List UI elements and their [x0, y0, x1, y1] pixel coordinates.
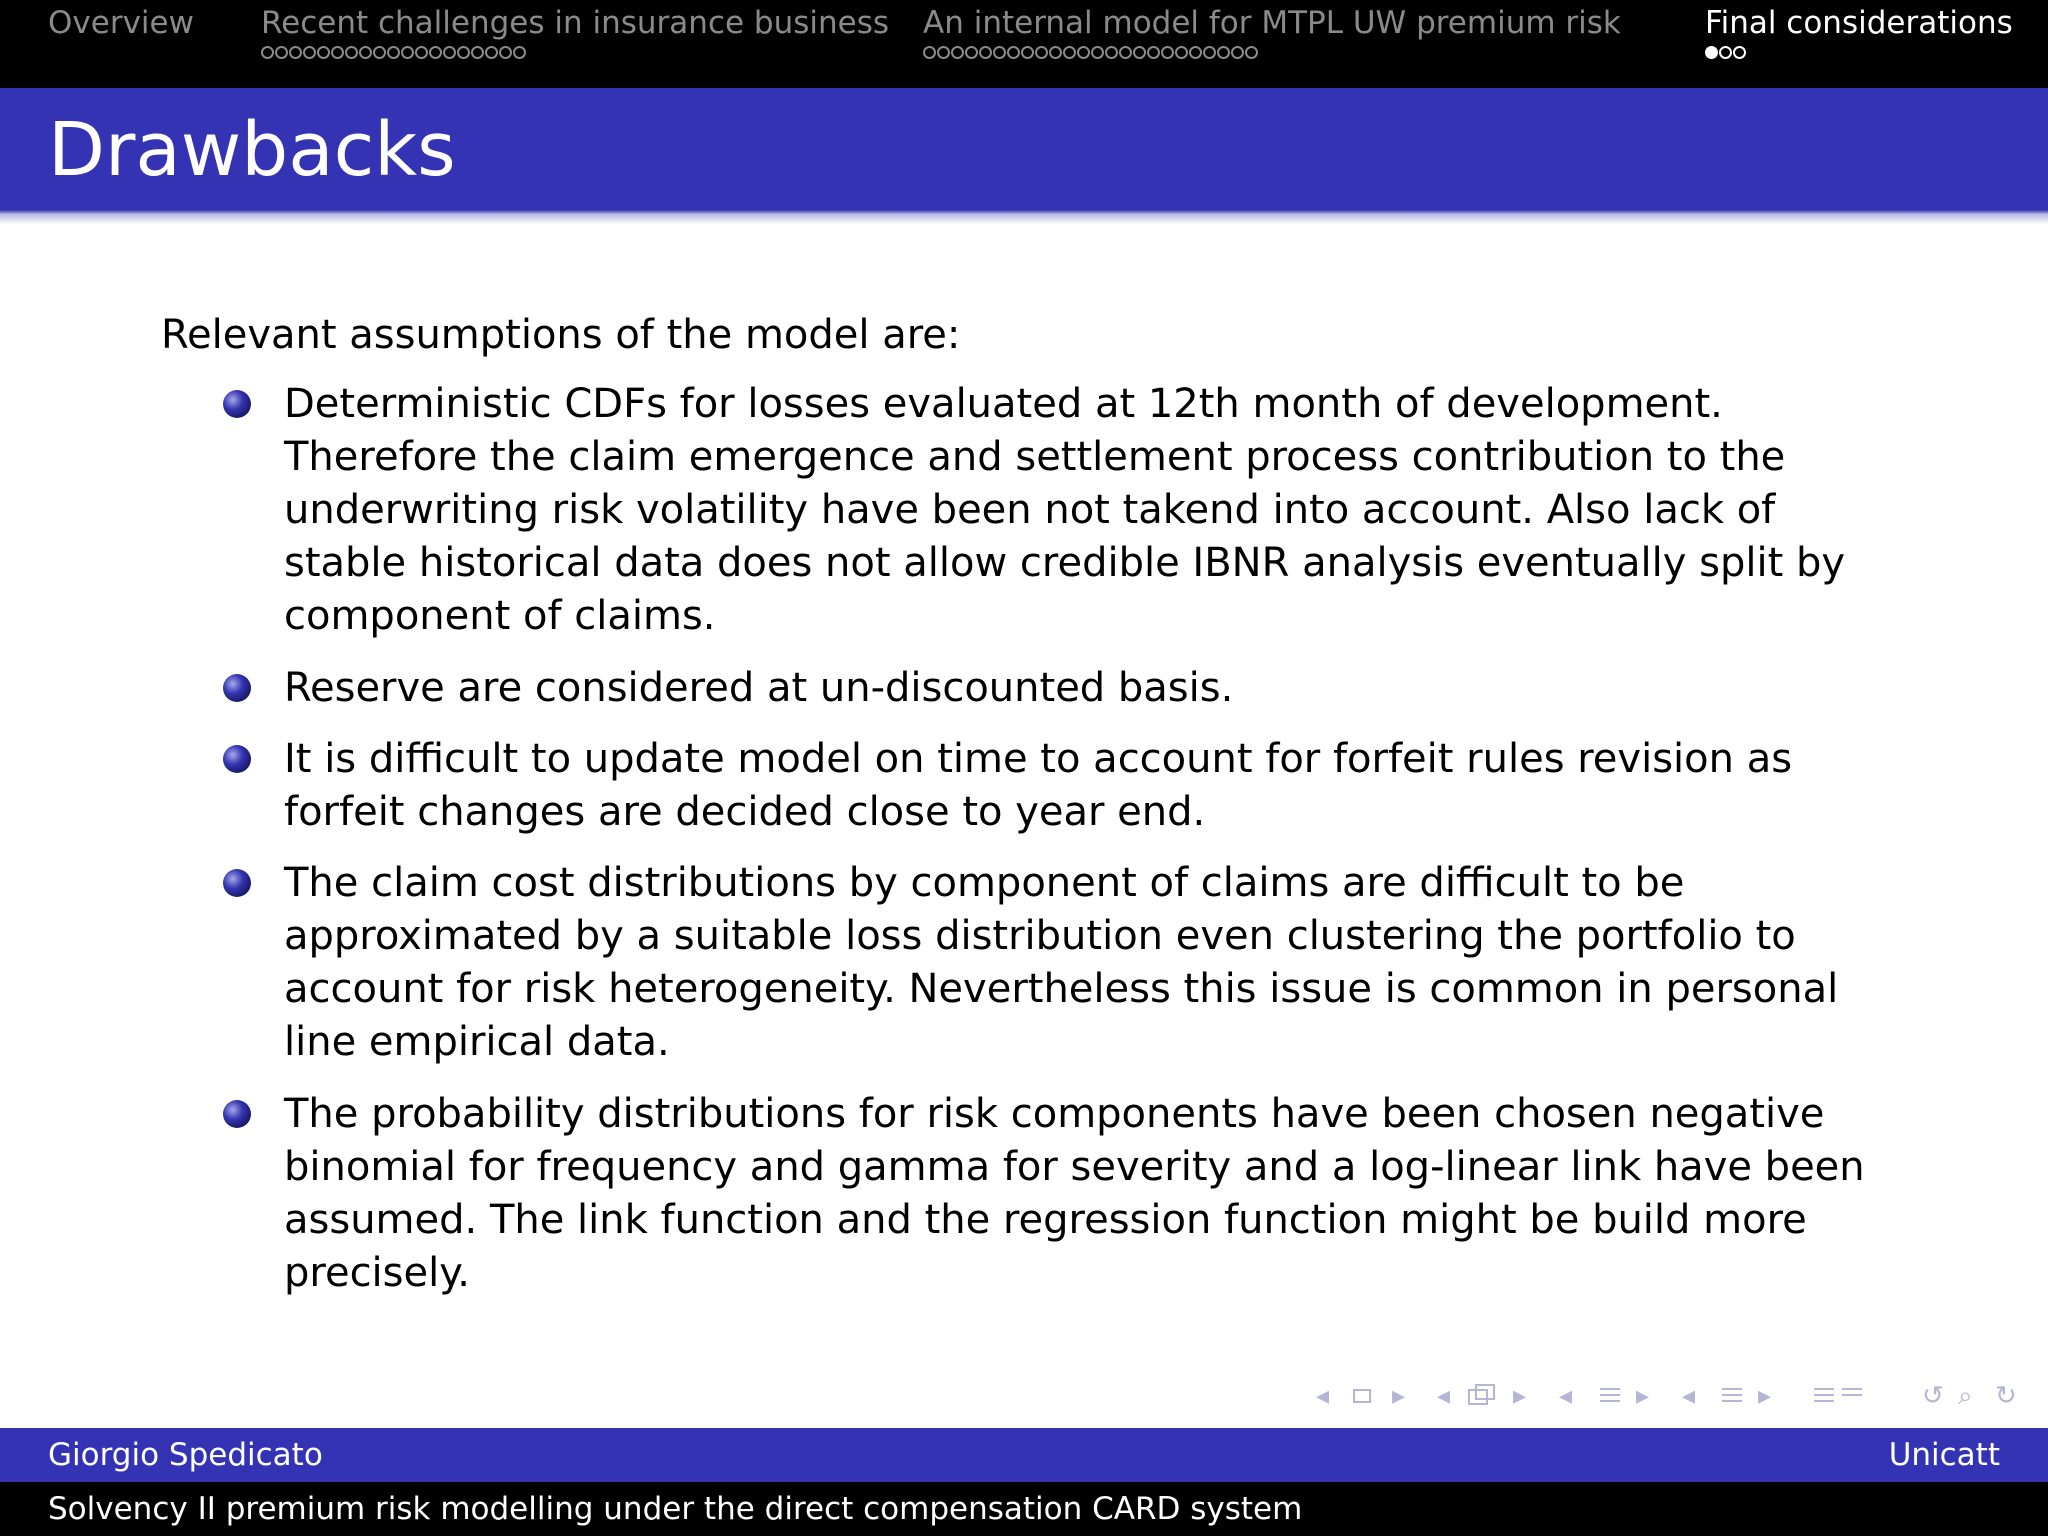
text-line: assumed. The link function and the regression function might be build more [284, 1197, 1807, 1243]
ball-bullet-icon [223, 390, 251, 418]
slide-dot[interactable] [359, 46, 372, 59]
section-navigation-bar [0, 0, 2048, 88]
slide-dots [1705, 46, 2013, 59]
slide-dot[interactable] [1133, 46, 1146, 59]
slide-dot[interactable] [993, 46, 1006, 59]
slide-dot[interactable] [303, 46, 316, 59]
slide-dot[interactable] [513, 46, 526, 59]
search-icon[interactable]: ⌕ [1958, 1381, 1973, 1411]
slide-dot[interactable] [1231, 46, 1244, 59]
slide-dot[interactable] [1077, 46, 1090, 59]
ball-bullet-icon [223, 674, 251, 702]
slide-dot[interactable] [317, 46, 330, 59]
text-line: Therefore the claim emergence and settlement process contribution to the [284, 434, 1786, 480]
ball-bullet-icon [223, 745, 251, 773]
slide-dot[interactable] [261, 46, 274, 59]
text-line: component of claims. [284, 593, 716, 639]
nav-section-overview[interactable] [48, 4, 194, 42]
subsection-icon[interactable] [1600, 1388, 1620, 1406]
next-slide-arrow-icon[interactable]: ▸ [1392, 1381, 1406, 1411]
slide-dot[interactable] [415, 46, 428, 59]
beamer-navigation-symbols [0, 1378, 2048, 1414]
text-line: The probability distributions for risk components have been chosen negative [284, 1091, 1825, 1137]
slide-dot[interactable] [1063, 46, 1076, 59]
footer-author: Giorgio Spedicato [48, 1437, 323, 1473]
slide-dot[interactable] [401, 46, 414, 59]
slide-dot[interactable] [275, 46, 288, 59]
nav-section-title[interactable]: Overview [48, 5, 194, 41]
text-line: account for risk heterogeneity. Nevertheless this issue is common in personal [284, 966, 1839, 1012]
text-line: approximated by a suitable loss distribution even clustering the portfolio to [284, 913, 1796, 959]
text-line: forfeit changes are decided close to year end. [284, 789, 1206, 835]
text-line: Deterministic CDFs for losses evaluated at 12th month of development. [284, 381, 1723, 427]
slide-dot[interactable] [499, 46, 512, 59]
text-line: precisely. [284, 1250, 470, 1296]
list-item-text [284, 857, 1864, 1069]
slide-dot[interactable] [1105, 46, 1118, 59]
slide-dot[interactable] [1049, 46, 1062, 59]
previous-frame-arrow-icon[interactable]: ◂ [1437, 1381, 1451, 1411]
list-item-text [284, 662, 1864, 715]
ball-bullet-icon [223, 869, 251, 897]
slide-dot[interactable] [951, 46, 964, 59]
text-line: The claim cost distributions by component of claims are difficult to be [284, 860, 1685, 906]
slide-dot[interactable] [1245, 46, 1258, 59]
text-line: It is difficult to update model on time to account for forfeit rules revision as [284, 736, 1793, 782]
slide-dot[interactable] [1021, 46, 1034, 59]
slide-dot[interactable] [1705, 46, 1718, 59]
previous-slide-arrow-icon[interactable]: ◂ [1316, 1381, 1330, 1411]
slide-icon[interactable] [1353, 1389, 1371, 1403]
text-line: stable historical data does not allow credible IBNR analysis eventually split by [284, 540, 1846, 586]
ball-bullet-icon [223, 1100, 251, 1128]
previous-section-arrow-icon[interactable]: ◂ [1682, 1381, 1696, 1411]
footer-talk-title: Solvency II premium risk modelling under the direct compensation CARD system [48, 1491, 1303, 1527]
slide-dot[interactable] [289, 46, 302, 59]
slide-dot[interactable] [373, 46, 386, 59]
section-icon[interactable] [1722, 1388, 1742, 1406]
slide-dot[interactable] [1119, 46, 1132, 59]
list-item-text [284, 378, 1864, 643]
slide-dot[interactable] [1217, 46, 1230, 59]
footer-institute: Unicatt [1888, 1437, 2000, 1473]
slide-dot[interactable] [965, 46, 978, 59]
slide-dot[interactable] [979, 46, 992, 59]
intro-text: Relevant assumptions of the model are: [161, 312, 961, 358]
slide-dot[interactable] [1161, 46, 1174, 59]
text-line: Reserve are considered at un-discounted basis. [284, 665, 1234, 711]
slide-dot[interactable] [387, 46, 400, 59]
next-subsection-arrow-icon[interactable]: ▸ [1636, 1381, 1650, 1411]
slide-dot[interactable] [1091, 46, 1104, 59]
nav-section-recent-challenges[interactable] [261, 4, 889, 59]
nav-section-internal-model[interactable] [923, 4, 1621, 59]
slide-dot[interactable] [923, 46, 936, 59]
slide-dot[interactable] [1733, 46, 1746, 59]
slide-dot[interactable] [1035, 46, 1048, 59]
appendix-icon[interactable] [1814, 1388, 1834, 1406]
slide-dot[interactable] [331, 46, 344, 59]
slide-dot[interactable] [937, 46, 950, 59]
frame-stack-icon [1475, 1384, 1495, 1400]
nav-section-title[interactable]: Final considerations [1705, 5, 2013, 41]
slide-dot[interactable] [1147, 46, 1160, 59]
nav-section-title[interactable]: Recent challenges in insurance business [261, 5, 890, 41]
previous-subsection-arrow-icon[interactable]: ◂ [1559, 1381, 1573, 1411]
slide-dot[interactable] [1007, 46, 1020, 59]
slide-dots [923, 46, 1621, 59]
slide-dots [261, 46, 889, 59]
slide-dot[interactable] [1203, 46, 1216, 59]
slide-dot[interactable] [457, 46, 470, 59]
text-line: underwriting risk volatility have been not takend into account. Also lack of [284, 487, 1776, 533]
nav-section-title[interactable]: An internal model for MTPL UW premium risk [923, 5, 1621, 41]
nav-section-final-considerations[interactable] [1705, 4, 2013, 59]
text-line: line empirical data. [284, 1019, 670, 1065]
next-section-arrow-icon[interactable]: ▸ [1758, 1381, 1772, 1411]
document-icon[interactable] [1842, 1388, 1862, 1400]
footer-title-bar [0, 1482, 2048, 1536]
slide-dot[interactable] [1719, 46, 1732, 59]
frame-title: Drawbacks [48, 107, 456, 193]
forward-icon[interactable]: ↻ [1995, 1381, 2017, 1411]
list-item-text [284, 733, 1864, 839]
slide-dot[interactable] [1189, 46, 1202, 59]
slide-dot[interactable] [345, 46, 358, 59]
back-icon[interactable]: ↺ [1922, 1381, 1944, 1411]
footer-author-bar [0, 1428, 2048, 1482]
slide-dot[interactable] [471, 46, 484, 59]
list-item-text [284, 1088, 1864, 1300]
slide-dot[interactable] [485, 46, 498, 59]
slide-dot[interactable] [1175, 46, 1188, 59]
text-line: binomial for frequency and gamma for severity and a log-linear link have been [284, 1144, 1865, 1190]
next-frame-arrow-icon[interactable]: ▸ [1513, 1381, 1527, 1411]
slide-dot[interactable] [443, 46, 456, 59]
slide-dot[interactable] [429, 46, 442, 59]
title-bar-shadow [0, 210, 2048, 224]
